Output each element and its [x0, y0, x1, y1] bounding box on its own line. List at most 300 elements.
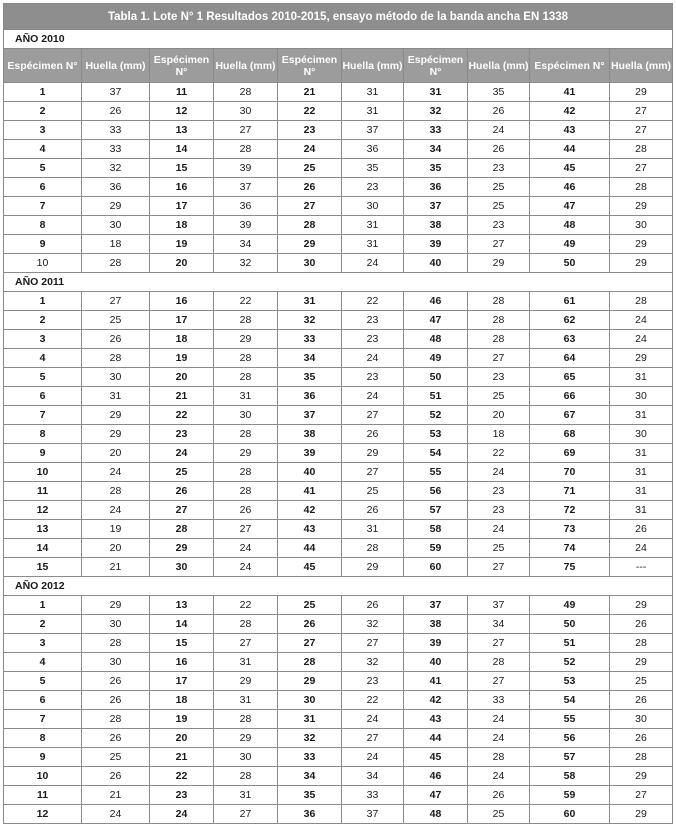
specimen-cell: 59: [404, 539, 468, 558]
footprint-cell: 30: [82, 653, 150, 672]
specimen-cell: 55: [530, 710, 610, 729]
specimen-cell: 25: [150, 463, 214, 482]
footprint-cell: 28: [468, 748, 530, 767]
footprint-cell: 26: [342, 596, 404, 615]
specimen-cell: 26: [278, 178, 342, 197]
specimen-cell: 50: [530, 615, 610, 634]
specimen-cell: 57: [530, 748, 610, 767]
footprint-cell: 26: [82, 691, 150, 710]
footprint-cell: 27: [610, 102, 673, 121]
specimen-cell: 39: [278, 444, 342, 463]
specimen-cell: 16: [150, 178, 214, 197]
footprint-cell: 39: [214, 159, 278, 178]
specimen-cell: 37: [278, 406, 342, 425]
specimen-cell: 43: [278, 520, 342, 539]
footprint-cell: 29: [214, 444, 278, 463]
footprint-cell: 28: [214, 140, 278, 159]
footprint-cell: 29: [214, 729, 278, 748]
table-row: [4, 558, 673, 577]
footprint-cell: 21: [82, 786, 150, 805]
specimen-cell: 25: [278, 159, 342, 178]
specimen-cell: 15: [150, 159, 214, 178]
footprint-cell: 27: [610, 121, 673, 140]
footprint-cell: 23: [468, 368, 530, 387]
specimen-cell: 34: [278, 767, 342, 786]
footprint-cell: 25: [468, 197, 530, 216]
table-row: [4, 197, 673, 216]
specimen-cell: 4: [4, 349, 82, 368]
footprint-cell: 25: [610, 672, 673, 691]
results-table-container: [3, 3, 672, 824]
specimen-cell: 6: [4, 387, 82, 406]
table-row: [4, 102, 673, 121]
specimen-cell: 24: [150, 444, 214, 463]
specimen-cell: 53: [530, 672, 610, 691]
specimen-cell: 29: [278, 235, 342, 254]
specimen-cell: 38: [278, 425, 342, 444]
footprint-cell: 28: [214, 482, 278, 501]
footprint-cell: 27: [342, 729, 404, 748]
footprint-cell: 23: [342, 178, 404, 197]
footprint-cell: 26: [214, 501, 278, 520]
specimen-cell: 49: [530, 596, 610, 615]
specimen-cell: 45: [278, 558, 342, 577]
specimen-cell: 11: [150, 83, 214, 102]
footprint-cell: 29: [610, 83, 673, 102]
footprint-cell: 26: [610, 520, 673, 539]
footprint-cell: 27: [214, 520, 278, 539]
footprint-cell: 29: [82, 425, 150, 444]
column-header-specimen: Espécimen N°: [4, 49, 82, 83]
footprint-cell: 32: [342, 653, 404, 672]
footprint-cell: 29: [82, 406, 150, 425]
specimen-cell: 65: [530, 368, 610, 387]
footprint-cell: 20: [82, 539, 150, 558]
table-row: [4, 539, 673, 558]
specimen-cell: 58: [404, 520, 468, 539]
specimen-cell: 51: [530, 634, 610, 653]
footprint-cell: 29: [214, 672, 278, 691]
specimen-cell: 4: [4, 140, 82, 159]
footprint-cell: 30: [610, 216, 673, 235]
specimen-cell: 26: [278, 615, 342, 634]
specimen-cell: 33: [278, 748, 342, 767]
specimen-cell: 7: [4, 197, 82, 216]
footprint-cell: 39: [214, 216, 278, 235]
year-label: AÑO 2011: [4, 273, 673, 292]
footprint-cell: 32: [342, 615, 404, 634]
footprint-cell: 24: [342, 254, 404, 273]
specimen-cell: 36: [278, 805, 342, 824]
footprint-cell: 31: [214, 387, 278, 406]
specimen-cell: 9: [4, 748, 82, 767]
specimen-cell: 54: [404, 444, 468, 463]
footprint-cell: 25: [468, 539, 530, 558]
footprint-cell: 31: [342, 83, 404, 102]
table-row: [4, 767, 673, 786]
specimen-cell: 66: [530, 387, 610, 406]
footprint-cell: 26: [82, 729, 150, 748]
specimen-cell: 19: [150, 349, 214, 368]
footprint-cell: 30: [82, 216, 150, 235]
footprint-cell: 24: [214, 558, 278, 577]
specimen-cell: 9: [4, 235, 82, 254]
specimen-cell: 15: [150, 634, 214, 653]
footprint-cell: 26: [610, 615, 673, 634]
table-row: [4, 349, 673, 368]
footprint-cell: 28: [214, 311, 278, 330]
specimen-cell: 21: [150, 387, 214, 406]
specimen-cell: 48: [404, 805, 468, 824]
footprint-cell: 23: [468, 501, 530, 520]
footprint-cell: 26: [82, 672, 150, 691]
specimen-cell: 56: [530, 729, 610, 748]
footprint-cell: 31: [214, 653, 278, 672]
table-row: [4, 729, 673, 748]
specimen-cell: 38: [404, 615, 468, 634]
specimen-cell: 28: [278, 216, 342, 235]
footprint-cell: 31: [610, 406, 673, 425]
footprint-cell: 28: [610, 178, 673, 197]
footprint-cell: 25: [82, 748, 150, 767]
table-row: [4, 292, 673, 311]
specimen-cell: 43: [404, 710, 468, 729]
specimen-cell: 1: [4, 83, 82, 102]
specimen-cell: 30: [278, 254, 342, 273]
footprint-cell: 31: [610, 463, 673, 482]
title-row: [4, 4, 673, 30]
table-row: [4, 121, 673, 140]
footprint-cell: 36: [82, 178, 150, 197]
footprint-cell: 22: [214, 292, 278, 311]
specimen-cell: 31: [404, 83, 468, 102]
table-title: Tabla 1. Lote N° 1 Resultados 2010-2015, ensayo método de la banda ancha EN 1338: [4, 4, 673, 30]
specimen-cell: 44: [404, 729, 468, 748]
specimen-cell: 2: [4, 615, 82, 634]
footprint-cell: 22: [214, 596, 278, 615]
footprint-cell: 30: [610, 387, 673, 406]
footprint-cell: 29: [82, 596, 150, 615]
footprint-cell: 23: [342, 672, 404, 691]
specimen-cell: 40: [278, 463, 342, 482]
specimen-cell: 28: [150, 520, 214, 539]
footprint-cell: 29: [610, 254, 673, 273]
specimen-cell: 19: [150, 235, 214, 254]
specimen-cell: 1: [4, 596, 82, 615]
footprint-cell: 26: [468, 786, 530, 805]
specimen-cell: 29: [278, 672, 342, 691]
specimen-cell: 55: [404, 463, 468, 482]
footprint-cell: 24: [468, 729, 530, 748]
specimen-cell: 36: [404, 178, 468, 197]
specimen-cell: 22: [150, 406, 214, 425]
footprint-cell: 18: [82, 235, 150, 254]
footprint-cell: 27: [468, 672, 530, 691]
specimen-cell: 33: [404, 121, 468, 140]
specimen-cell: 21: [278, 83, 342, 102]
specimen-cell: 12: [4, 805, 82, 824]
footprint-cell: 30: [214, 102, 278, 121]
footprint-cell: 28: [82, 254, 150, 273]
specimen-cell: 46: [530, 178, 610, 197]
specimen-cell: 39: [404, 634, 468, 653]
specimen-cell: 24: [150, 805, 214, 824]
footprint-cell: 26: [610, 729, 673, 748]
footprint-cell: 23: [468, 482, 530, 501]
specimen-cell: 70: [530, 463, 610, 482]
footprint-cell: 33: [82, 121, 150, 140]
specimen-cell: 50: [530, 254, 610, 273]
specimen-cell: 54: [530, 691, 610, 710]
footprint-cell: 34: [468, 615, 530, 634]
footprint-cell: 28: [214, 615, 278, 634]
table-row: [4, 520, 673, 539]
specimen-cell: 17: [150, 672, 214, 691]
footprint-cell: 37: [82, 83, 150, 102]
table-row: [4, 235, 673, 254]
specimen-cell: 17: [150, 197, 214, 216]
specimen-cell: 39: [404, 235, 468, 254]
specimen-cell: 59: [530, 786, 610, 805]
specimen-cell: 6: [4, 691, 82, 710]
year-row: [4, 577, 673, 596]
specimen-cell: 2: [4, 311, 82, 330]
specimen-cell: 48: [530, 216, 610, 235]
footprint-cell: 26: [342, 501, 404, 520]
footprint-cell: 33: [342, 786, 404, 805]
specimen-cell: 18: [150, 691, 214, 710]
specimen-cell: 11: [4, 482, 82, 501]
specimen-cell: 23: [278, 121, 342, 140]
table-row: [4, 254, 673, 273]
specimen-cell: 22: [278, 102, 342, 121]
specimen-cell: 45: [404, 748, 468, 767]
column-header-footprint: Huella (mm): [610, 49, 673, 83]
footprint-cell: 28: [82, 634, 150, 653]
specimen-cell: 37: [404, 197, 468, 216]
column-header-footprint: Huella (mm): [468, 49, 530, 83]
specimen-cell: 63: [530, 330, 610, 349]
footprint-cell: 26: [610, 691, 673, 710]
table-row: [4, 387, 673, 406]
footprint-cell: 27: [214, 121, 278, 140]
specimen-cell: 21: [150, 748, 214, 767]
specimen-cell: 20: [150, 254, 214, 273]
specimen-cell: 8: [4, 425, 82, 444]
specimen-cell: 41: [278, 482, 342, 501]
specimen-cell: 30: [278, 691, 342, 710]
specimen-cell: 44: [278, 539, 342, 558]
footprint-cell: 28: [214, 463, 278, 482]
specimen-cell: 27: [278, 634, 342, 653]
table-row: [4, 159, 673, 178]
footprint-cell: 25: [468, 178, 530, 197]
footprint-cell: 32: [82, 159, 150, 178]
specimen-cell: 32: [278, 311, 342, 330]
table-row: [4, 406, 673, 425]
specimen-cell: 19: [150, 710, 214, 729]
footprint-cell: 36: [342, 140, 404, 159]
footprint-cell: 31: [342, 520, 404, 539]
footprint-cell: 32: [214, 254, 278, 273]
footprint-cell: 29: [82, 197, 150, 216]
footprint-cell: 31: [610, 482, 673, 501]
footprint-cell: 27: [468, 235, 530, 254]
specimen-cell: 3: [4, 330, 82, 349]
footprint-cell: 20: [82, 444, 150, 463]
footprint-cell: 29: [610, 805, 673, 824]
footprint-cell: 24: [82, 805, 150, 824]
table-row: [4, 311, 673, 330]
footprint-cell: 26: [468, 140, 530, 159]
footprint-cell: 30: [82, 615, 150, 634]
year-label: AÑO 2010: [4, 30, 673, 49]
table-row: [4, 463, 673, 482]
footprint-cell: 23: [342, 368, 404, 387]
footprint-cell: 27: [610, 786, 673, 805]
specimen-cell: 46: [404, 292, 468, 311]
table-row: [4, 653, 673, 672]
specimen-cell: 41: [530, 83, 610, 102]
specimen-cell: 36: [278, 387, 342, 406]
footprint-cell: 31: [82, 387, 150, 406]
footprint-cell: 24: [342, 710, 404, 729]
specimen-cell: 7: [4, 406, 82, 425]
specimen-cell: 71: [530, 482, 610, 501]
specimen-cell: 10: [4, 767, 82, 786]
specimen-cell: 51: [404, 387, 468, 406]
footprint-cell: 25: [82, 311, 150, 330]
footprint-cell: 29: [610, 235, 673, 254]
specimen-cell: 22: [150, 767, 214, 786]
footprint-cell: 35: [468, 83, 530, 102]
specimen-cell: 27: [150, 501, 214, 520]
table-row: [4, 615, 673, 634]
specimen-cell: 16: [150, 653, 214, 672]
specimen-cell: 69: [530, 444, 610, 463]
footprint-cell: 23: [468, 216, 530, 235]
specimen-cell: 47: [404, 786, 468, 805]
footprint-cell: 24: [82, 463, 150, 482]
table-row: [4, 482, 673, 501]
footprint-cell: 27: [342, 463, 404, 482]
specimen-cell: 31: [278, 292, 342, 311]
footprint-cell: 31: [610, 501, 673, 520]
specimen-cell: 13: [4, 520, 82, 539]
footprint-cell: 24: [342, 349, 404, 368]
footprint-cell: 31: [610, 444, 673, 463]
specimen-cell: 9: [4, 444, 82, 463]
specimen-cell: 49: [404, 349, 468, 368]
footprint-cell: 28: [610, 292, 673, 311]
year-row: [4, 30, 673, 49]
footprint-cell: 28: [610, 634, 673, 653]
specimen-cell: 3: [4, 634, 82, 653]
specimen-cell: 12: [4, 501, 82, 520]
footprint-cell: 31: [214, 786, 278, 805]
specimen-cell: 40: [404, 254, 468, 273]
year-row: [4, 273, 673, 292]
footprint-cell: 31: [610, 368, 673, 387]
specimen-cell: 5: [4, 672, 82, 691]
specimen-cell: 14: [150, 615, 214, 634]
specimen-cell: 49: [530, 235, 610, 254]
specimen-cell: 31: [278, 710, 342, 729]
footprint-cell: 36: [214, 197, 278, 216]
footprint-cell: 25: [468, 387, 530, 406]
footprint-cell: 29: [610, 767, 673, 786]
specimen-cell: 26: [150, 482, 214, 501]
footprint-cell: 30: [342, 197, 404, 216]
footprint-cell: 27: [342, 634, 404, 653]
footprint-cell: 35: [342, 159, 404, 178]
footprint-cell: 30: [610, 710, 673, 729]
footprint-cell: 27: [214, 805, 278, 824]
specimen-cell: 64: [530, 349, 610, 368]
specimen-cell: 40: [404, 653, 468, 672]
footprint-cell: 28: [468, 330, 530, 349]
footprint-cell: 27: [468, 349, 530, 368]
specimen-cell: 42: [530, 102, 610, 121]
specimen-cell: 11: [4, 786, 82, 805]
footprint-cell: 34: [342, 767, 404, 786]
footprint-cell: 24: [610, 330, 673, 349]
footprint-cell: 23: [342, 311, 404, 330]
footprint-cell: 28: [214, 767, 278, 786]
footprint-cell: 30: [82, 368, 150, 387]
column-header-footprint: Huella (mm): [214, 49, 278, 83]
specimen-cell: 5: [4, 368, 82, 387]
table-row: [4, 748, 673, 767]
footprint-cell: 24: [610, 539, 673, 558]
footprint-cell: 21: [82, 558, 150, 577]
footprint-cell: 37: [468, 596, 530, 615]
table-row: [4, 444, 673, 463]
table-row: [4, 83, 673, 102]
specimen-cell: 18: [150, 330, 214, 349]
footprint-cell: 28: [214, 349, 278, 368]
footprint-cell: 26: [468, 102, 530, 121]
specimen-cell: 8: [4, 216, 82, 235]
specimen-cell: 43: [530, 121, 610, 140]
footprint-cell: 26: [82, 330, 150, 349]
footprint-cell: 27: [82, 292, 150, 311]
footprint-cell: 28: [468, 292, 530, 311]
footprint-cell: 27: [342, 406, 404, 425]
specimen-cell: 62: [530, 311, 610, 330]
footprint-cell: 24: [468, 767, 530, 786]
results-table: [3, 3, 673, 824]
specimen-cell: 72: [530, 501, 610, 520]
table-row: [4, 786, 673, 805]
footprint-cell: 27: [468, 634, 530, 653]
year-label: AÑO 2012: [4, 577, 673, 596]
table-row: [4, 178, 673, 197]
specimen-cell: 47: [404, 311, 468, 330]
footprint-cell: 23: [342, 330, 404, 349]
specimen-cell: 60: [404, 558, 468, 577]
table-row: [4, 140, 673, 159]
footprint-cell: 26: [82, 102, 150, 121]
footprint-cell: 28: [468, 653, 530, 672]
specimen-cell: 2: [4, 102, 82, 121]
footprint-cell: 29: [610, 596, 673, 615]
specimen-cell: 60: [530, 805, 610, 824]
footprint-cell: 34: [214, 235, 278, 254]
specimen-cell: 56: [404, 482, 468, 501]
specimen-cell: 20: [150, 368, 214, 387]
footprint-cell: ---: [610, 558, 673, 577]
